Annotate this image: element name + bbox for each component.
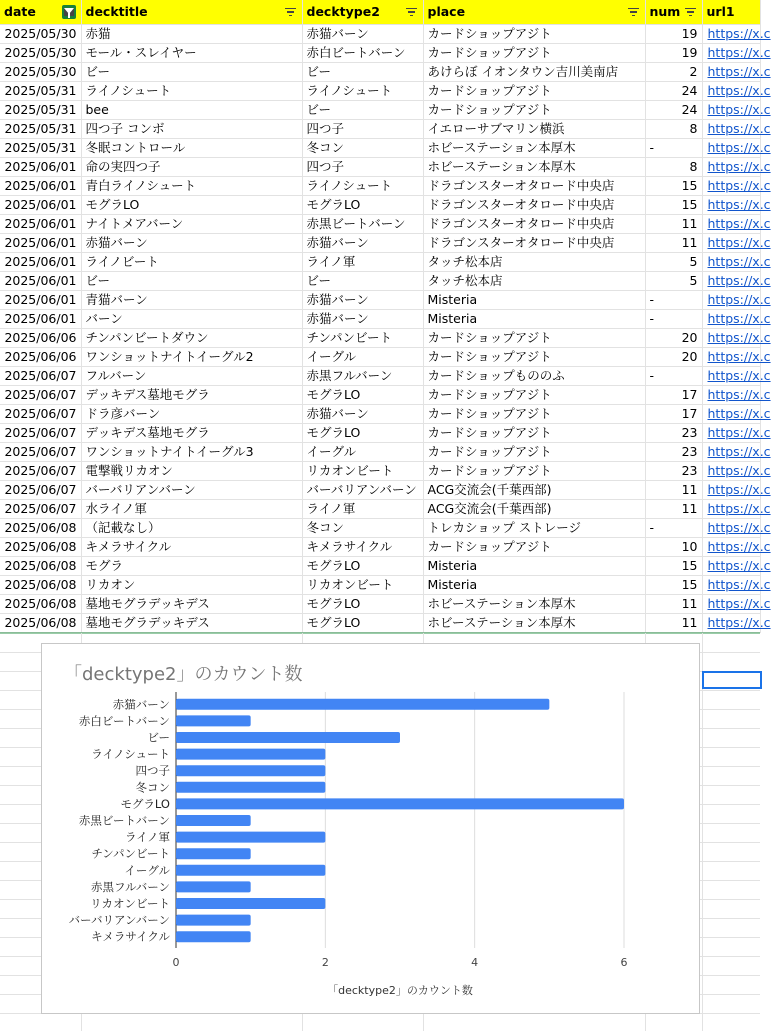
chart-plot: [42, 644, 701, 1015]
cell-url1[interactable]: https://x.c: [702, 424, 760, 443]
cell-decktitle[interactable]: ライノビート: [81, 253, 302, 272]
x-tick-label: 6: [620, 956, 628, 969]
cell-decktitle[interactable]: モグラ: [81, 557, 302, 576]
cell-num[interactable]: 23: [645, 424, 702, 443]
filter-icon[interactable]: [684, 6, 697, 18]
cell-date[interactable]: 2025/06/01: [0, 196, 81, 215]
cell-decktype2[interactable]: モグラLO: [302, 614, 423, 633]
header-place-label: place: [427, 4, 466, 19]
table-row: [0, 158, 760, 177]
cell-num[interactable]: -: [645, 519, 702, 538]
cell-decktitle[interactable]: ワンショットナイトイーグル2: [81, 348, 302, 367]
cell-place[interactable]: イエローサブマリン横浜: [423, 120, 645, 139]
table-row: [0, 44, 760, 63]
cell-date[interactable]: 2025/06/08: [0, 519, 81, 538]
header-num[interactable]: [645, 0, 702, 25]
cell-decktype2[interactable]: ライノ軍: [302, 500, 423, 519]
bar[interactable]: [176, 749, 325, 760]
cell-num[interactable]: 11: [645, 614, 702, 633]
cell-decktype2[interactable]: 冬コン: [302, 519, 423, 538]
cell-place[interactable]: ドラゴンスターオタロード中央店: [423, 215, 645, 234]
bar[interactable]: [176, 765, 325, 776]
cell-decktype2[interactable]: ライノシュート: [302, 177, 423, 196]
cell-place[interactable]: カードショップアジト: [423, 101, 645, 120]
cell-date[interactable]: 2025/06/08: [0, 576, 81, 595]
cell-num[interactable]: 5: [645, 272, 702, 291]
bar[interactable]: [176, 898, 325, 909]
cell-date[interactable]: 2025/06/07: [0, 367, 81, 386]
cell-num[interactable]: 15: [645, 557, 702, 576]
cell-date[interactable]: 2025/05/31: [0, 82, 81, 101]
cell-num[interactable]: -: [645, 291, 702, 310]
header-num-label: num: [649, 4, 681, 19]
cell-decktitle[interactable]: ナイトメアバーン: [81, 215, 302, 234]
cell-decktype2[interactable]: 冬コン: [302, 139, 423, 158]
cell-url1[interactable]: https://x.c: [702, 557, 760, 576]
bar[interactable]: [176, 832, 325, 843]
cell-decktitle[interactable]: デッキデス墓地モグラ: [81, 424, 302, 443]
category-label: 冬コン: [135, 780, 170, 795]
cell-num[interactable]: 19: [645, 25, 702, 44]
table-row: [0, 386, 760, 405]
cell-decktitle[interactable]: ビー: [81, 272, 302, 291]
cell-decktitle[interactable]: bee: [81, 101, 302, 120]
cell-decktype2[interactable]: ライノ軍: [302, 253, 423, 272]
cell-place[interactable]: Misteria: [423, 557, 645, 576]
cell-place[interactable]: ACG交流会(千葉西部): [423, 481, 645, 500]
cell-decktype2[interactable]: リカオンビート: [302, 462, 423, 481]
cell-url1[interactable]: https://x.c: [702, 614, 760, 633]
selected-cell[interactable]: [702, 671, 762, 689]
table-row: [0, 177, 760, 196]
table-row: [0, 519, 760, 538]
cell-decktitle[interactable]: リカオン: [81, 576, 302, 595]
cell-num[interactable]: -: [645, 139, 702, 158]
cell-decktype2[interactable]: チンパンビート: [302, 329, 423, 348]
cell-url1[interactable]: https://x.c: [702, 576, 760, 595]
cell-decktitle[interactable]: チンパンビートダウン: [81, 329, 302, 348]
cell-decktitle[interactable]: 命の実四つ子: [81, 158, 302, 177]
cell-decktitle[interactable]: 四つ子 コンボ: [81, 120, 302, 139]
cell-place[interactable]: カードショップアジト: [423, 538, 645, 557]
cell-num[interactable]: 11: [645, 595, 702, 614]
table-row: [0, 215, 760, 234]
cell-url1[interactable]: https://x.c: [702, 272, 760, 291]
cell-place[interactable]: カードショップアジト: [423, 82, 645, 101]
cell-decktype2[interactable]: バーバリアンバーン: [302, 481, 423, 500]
cell-num[interactable]: 17: [645, 386, 702, 405]
category-label: 赤白ビートバーン: [78, 713, 170, 728]
cell-date[interactable]: 2025/06/07: [0, 462, 81, 481]
cell-num[interactable]: 15: [645, 576, 702, 595]
cell-num[interactable]: 20: [645, 348, 702, 367]
cell-date[interactable]: 2025/06/08: [0, 614, 81, 633]
table-row: [0, 424, 760, 443]
table-row: [0, 234, 760, 253]
cell-url1[interactable]: https://x.c: [702, 367, 760, 386]
header-url1[interactable]: [702, 0, 760, 25]
table-row: [0, 443, 760, 462]
cell-num[interactable]: -: [645, 367, 702, 386]
header-place[interactable]: [423, 0, 645, 25]
cell-place[interactable]: ドラゴンスターオタロード中央店: [423, 177, 645, 196]
cell-url1[interactable]: https://x.c: [702, 25, 760, 44]
cell-date[interactable]: 2025/05/30: [0, 63, 81, 82]
table-row: [0, 595, 760, 614]
cell-decktitle[interactable]: 赤猫: [81, 25, 302, 44]
cell-decktitle[interactable]: ドラ彦バーン: [81, 405, 302, 424]
cell-date[interactable]: 2025/06/07: [0, 481, 81, 500]
cell-decktitle[interactable]: 青白ライノシュート: [81, 177, 302, 196]
frozen-divider: [0, 632, 760, 634]
category-label: リカオンビート: [90, 896, 170, 911]
cell-num[interactable]: 2: [645, 63, 702, 82]
cell-decktype2[interactable]: 赤猫バーン: [302, 25, 423, 44]
cell-num[interactable]: 11: [645, 500, 702, 519]
header-url1-label: url1: [706, 4, 735, 19]
cell-decktitle[interactable]: バーン: [81, 310, 302, 329]
cell-num[interactable]: 8: [645, 158, 702, 177]
cell-date[interactable]: 2025/06/01: [0, 291, 81, 310]
cell-url1[interactable]: https://x.c: [702, 310, 760, 329]
cell-date[interactable]: 2025/06/01: [0, 234, 81, 253]
table-row: [0, 481, 760, 500]
bar[interactable]: [176, 881, 251, 892]
cell-decktype2[interactable]: リカオンビート: [302, 576, 423, 595]
cell-decktitle[interactable]: モグラLO: [81, 196, 302, 215]
cell-url1[interactable]: https://x.c: [702, 348, 760, 367]
cell-url1[interactable]: https://x.c: [702, 234, 760, 253]
cell-decktype2[interactable]: モグラLO: [302, 424, 423, 443]
cell-url1[interactable]: https://x.c: [702, 405, 760, 424]
bar[interactable]: [176, 782, 325, 793]
cell-decktype2[interactable]: イーグル: [302, 443, 423, 462]
cell-url1[interactable]: https://x.c: [702, 538, 760, 557]
cell-url1[interactable]: https://x.c: [702, 158, 760, 177]
cell-decktitle[interactable]: 青猫バーン: [81, 291, 302, 310]
cell-date[interactable]: 2025/06/08: [0, 595, 81, 614]
cell-url1[interactable]: https://x.c: [702, 139, 760, 158]
cell-num[interactable]: 10: [645, 538, 702, 557]
table-row: [0, 82, 760, 101]
table-row: [0, 291, 760, 310]
cell-date[interactable]: 2025/06/07: [0, 424, 81, 443]
table-row: [0, 253, 760, 272]
cell-decktype2[interactable]: 赤猫バーン: [302, 291, 423, 310]
table-row: [0, 272, 760, 291]
table-row: [0, 310, 760, 329]
category-label: ビー: [147, 730, 170, 745]
cell-place[interactable]: カードショップアジト: [423, 462, 645, 481]
cell-decktitle[interactable]: バーバリアンバーン: [81, 481, 302, 500]
table-body: [0, 25, 771, 633]
x-axis-label: 「decktype2」のカウント数: [327, 984, 473, 997]
cell-url1[interactable]: https://x.c: [702, 120, 760, 139]
cell-date[interactable]: 2025/06/06: [0, 348, 81, 367]
header-date[interactable]: [0, 0, 81, 25]
cell-num[interactable]: 11: [645, 481, 702, 500]
cell-date[interactable]: 2025/06/01: [0, 215, 81, 234]
cell-place[interactable]: Misteria: [423, 291, 645, 310]
cell-url1[interactable]: https://x.c: [702, 44, 760, 63]
cell-place[interactable]: カードショップアジト: [423, 443, 645, 462]
cell-num[interactable]: 19: [645, 44, 702, 63]
cell-date[interactable]: 2025/06/07: [0, 500, 81, 519]
cell-url1[interactable]: https://x.c: [702, 196, 760, 215]
cell-url1[interactable]: https://x.c: [702, 215, 760, 234]
cell-url1[interactable]: https://x.c: [702, 291, 760, 310]
cell-url1[interactable]: https://x.c: [702, 253, 760, 272]
cell-url1[interactable]: https://x.c: [702, 386, 760, 405]
category-label: 赤黒フルバーン: [90, 879, 170, 894]
cell-decktitle[interactable]: ワンショットナイトイーグル3: [81, 443, 302, 462]
table-row: [0, 196, 760, 215]
cell-date[interactable]: 2025/06/07: [0, 405, 81, 424]
cell-url1[interactable]: https://x.c: [702, 101, 760, 120]
table-row: [0, 329, 760, 348]
cell-decktitle[interactable]: 赤猫バーン: [81, 234, 302, 253]
category-label: ライノシュート: [91, 747, 170, 762]
cell-num[interactable]: 17: [645, 405, 702, 424]
filter-icon[interactable]: [284, 6, 297, 18]
table-row: [0, 614, 760, 633]
filter-active-icon[interactable]: [62, 5, 76, 19]
cell-date[interactable]: 2025/06/01: [0, 177, 81, 196]
bar[interactable]: [176, 699, 549, 710]
table-row: [0, 576, 760, 595]
cell-place[interactable]: カードショップアジト: [423, 25, 645, 44]
header-decktitle-label: decktitle: [85, 4, 148, 19]
table-row: [0, 405, 760, 424]
header-decktitle[interactable]: [81, 0, 302, 25]
cell-num[interactable]: 8: [645, 120, 702, 139]
cell-num[interactable]: 11: [645, 234, 702, 253]
cell-decktitle[interactable]: 電撃戦リカオン: [81, 462, 302, 481]
cell-place[interactable]: ホビーステーション本厚木: [423, 158, 645, 177]
bar[interactable]: [176, 931, 251, 942]
cell-url1[interactable]: https://x.c: [702, 82, 760, 101]
cell-date[interactable]: 2025/05/30: [0, 44, 81, 63]
cell-decktype2[interactable]: モグラLO: [302, 386, 423, 405]
cell-decktitle[interactable]: デッキデス墓地モグラ: [81, 386, 302, 405]
cell-date[interactable]: 2025/06/07: [0, 386, 81, 405]
cell-place[interactable]: ホビーステーション本厚木: [423, 614, 645, 633]
cell-place[interactable]: ホビーステーション本厚木: [423, 595, 645, 614]
category-label: キメラサイクル: [91, 929, 170, 944]
cell-decktitle[interactable]: ライノシュート: [81, 82, 302, 101]
cell-place[interactable]: Misteria: [423, 310, 645, 329]
table-row: [0, 348, 760, 367]
cell-num[interactable]: 15: [645, 177, 702, 196]
cell-decktype2[interactable]: モグラLO: [302, 557, 423, 576]
cell-num[interactable]: 24: [645, 82, 702, 101]
cell-url1[interactable]: https://x.c: [702, 329, 760, 348]
cell-url1[interactable]: https://x.c: [702, 462, 760, 481]
cell-decktype2[interactable]: 赤猫バーン: [302, 234, 423, 253]
cell-date[interactable]: 2025/06/06: [0, 329, 81, 348]
cell-decktype2[interactable]: 四つ子: [302, 158, 423, 177]
category-label: ライノ軍: [125, 830, 170, 845]
cell-date[interactable]: 2025/06/01: [0, 272, 81, 291]
cell-decktype2[interactable]: キメラサイクル: [302, 538, 423, 557]
cell-decktitle[interactable]: キメラサイクル: [81, 538, 302, 557]
cell-url1[interactable]: https://x.c: [702, 63, 760, 82]
cell-decktype2[interactable]: ビー: [302, 101, 423, 120]
chart-title: 「decktype2」のカウント数: [64, 664, 303, 685]
cell-place[interactable]: ACG交流会(千葉西部): [423, 500, 645, 519]
bar[interactable]: [176, 848, 251, 859]
category-label: 赤猫バーン: [112, 697, 170, 712]
cell-date[interactable]: 2025/05/31: [0, 139, 81, 158]
cell-decktitle[interactable]: （記載なし）: [81, 519, 302, 538]
table-row: [0, 139, 760, 158]
table-row: [0, 500, 760, 519]
table-row: [0, 557, 760, 576]
cell-place[interactable]: カードショップもののふ: [423, 367, 645, 386]
cell-place[interactable]: タッチ松本店: [423, 272, 645, 291]
cell-decktype2[interactable]: 赤白ビートバーン: [302, 44, 423, 63]
bar[interactable]: [176, 815, 251, 826]
header-row: [0, 0, 760, 25]
filter-icon[interactable]: [627, 6, 640, 18]
cell-num[interactable]: 5: [645, 253, 702, 272]
cell-decktitle[interactable]: 水ライノ軍: [81, 500, 302, 519]
header-decktype2[interactable]: [302, 0, 423, 25]
cell-date[interactable]: 2025/06/01: [0, 253, 81, 272]
cell-place[interactable]: カードショップアジト: [423, 424, 645, 443]
cell-decktitle[interactable]: フルバーン: [81, 367, 302, 386]
cell-num[interactable]: 23: [645, 443, 702, 462]
cell-place[interactable]: ドラゴンスターオタロード中央店: [423, 234, 645, 253]
cell-decktype2[interactable]: モグラLO: [302, 196, 423, 215]
cell-date[interactable]: 2025/06/08: [0, 538, 81, 557]
cell-date[interactable]: 2025/06/01: [0, 310, 81, 329]
cell-decktype2[interactable]: 赤黒ビートバーン: [302, 215, 423, 234]
bar[interactable]: [176, 865, 325, 876]
category-label: 赤黒ビートバーン: [78, 813, 170, 828]
table-row: [0, 101, 760, 120]
category-label: モグラLO: [120, 796, 170, 811]
cell-date[interactable]: 2025/06/07: [0, 443, 81, 462]
cell-num[interactable]: 23: [645, 462, 702, 481]
table-row: [0, 63, 760, 82]
cell-url1[interactable]: https://x.c: [702, 519, 760, 538]
x-tick-label: 0: [172, 956, 180, 969]
category-label: チンパンビート: [91, 846, 170, 861]
cell-date[interactable]: 2025/05/31: [0, 120, 81, 139]
table-row: [0, 25, 760, 44]
cell-decktype2[interactable]: 四つ子: [302, 120, 423, 139]
cell-num[interactable]: -: [645, 310, 702, 329]
header-decktype2-label: decktype2: [306, 4, 380, 19]
category-label: バーバリアンバーン: [68, 913, 170, 928]
cell-decktype2[interactable]: ライノシュート: [302, 82, 423, 101]
cell-place[interactable]: Misteria: [423, 576, 645, 595]
cell-place[interactable]: カードショップアジト: [423, 44, 645, 63]
filter-icon[interactable]: [405, 6, 418, 18]
table-row: [0, 120, 760, 139]
table-row: [0, 367, 760, 386]
cell-url1[interactable]: https://x.c: [702, 500, 760, 519]
x-tick-label: 4: [471, 956, 479, 969]
cell-url1[interactable]: https://x.c: [702, 481, 760, 500]
cell-place[interactable]: カードショップアジト: [423, 329, 645, 348]
bar-chart[interactable]: [41, 643, 700, 1014]
cell-place[interactable]: トレカショップ ストレージ: [423, 519, 645, 538]
cell-place[interactable]: あけらぼ イオンタウン吉川美南店: [423, 63, 645, 82]
cell-decktitle[interactable]: モール・スレイヤー: [81, 44, 302, 63]
cell-date[interactable]: 2025/06/08: [0, 557, 81, 576]
cell-decktype2[interactable]: 赤猫バーン: [302, 310, 423, 329]
cell-place[interactable]: カードショップアジト: [423, 348, 645, 367]
cell-date[interactable]: 2025/05/31: [0, 101, 81, 120]
cell-num[interactable]: 24: [645, 101, 702, 120]
cell-decktype2[interactable]: 赤猫バーン: [302, 405, 423, 424]
cell-decktype2[interactable]: ビー: [302, 63, 423, 82]
cell-url1[interactable]: https://x.c: [702, 177, 760, 196]
category-label: 四つ子: [135, 763, 170, 778]
cell-place[interactable]: タッチ松本店: [423, 253, 645, 272]
bar[interactable]: [176, 715, 251, 726]
category-label: イーグル: [124, 863, 170, 878]
cell-place[interactable]: カードショップアジト: [423, 386, 645, 405]
cell-decktitle[interactable]: 墓地モグラデッキデス: [81, 614, 302, 633]
bar[interactable]: [176, 798, 624, 809]
cell-decktitle[interactable]: 冬眠コントロール: [81, 139, 302, 158]
cell-decktype2[interactable]: 赤黒フルバーン: [302, 367, 423, 386]
x-tick-label: 2: [321, 956, 329, 969]
cell-decktitle[interactable]: ビー: [81, 63, 302, 82]
cell-place[interactable]: ドラゴンスターオタロード中央店: [423, 196, 645, 215]
bar[interactable]: [176, 732, 400, 743]
cell-num[interactable]: 11: [645, 215, 702, 234]
cell-decktype2[interactable]: モグラLO: [302, 595, 423, 614]
cell-url1[interactable]: https://x.c: [702, 595, 760, 614]
table-row: [0, 462, 760, 481]
cell-place[interactable]: カードショップアジト: [423, 405, 645, 424]
cell-decktype2[interactable]: イーグル: [302, 348, 423, 367]
cell-place[interactable]: ホビーステーション本厚木: [423, 139, 645, 158]
grid-column-line: [702, 633, 703, 1031]
header-date-label: date: [4, 4, 36, 19]
cell-date[interactable]: 2025/05/30: [0, 25, 81, 44]
bar[interactable]: [176, 915, 251, 926]
cell-decktitle[interactable]: 墓地モグラデッキデス: [81, 595, 302, 614]
table-row: [0, 538, 760, 557]
cell-num[interactable]: 20: [645, 329, 702, 348]
cell-date[interactable]: 2025/06/01: [0, 158, 81, 177]
cell-num[interactable]: 15: [645, 196, 702, 215]
cell-decktype2[interactable]: ビー: [302, 272, 423, 291]
cell-url1[interactable]: https://x.c: [702, 443, 760, 462]
